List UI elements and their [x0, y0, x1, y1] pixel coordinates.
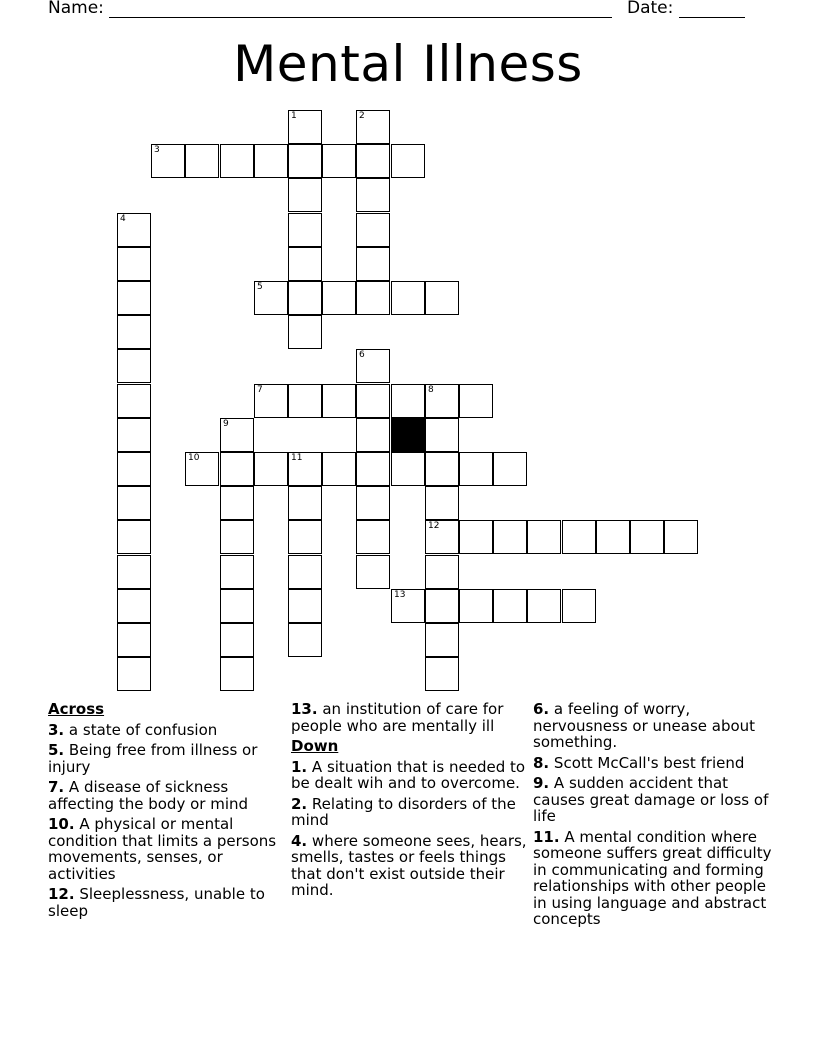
clue-number: 4 [120, 214, 126, 224]
clue [48, 886, 288, 919]
grid-cell[interactable] [117, 384, 151, 418]
grid-cell[interactable] [185, 144, 219, 178]
grid-cell[interactable] [288, 555, 322, 589]
clue-number: 1 [291, 111, 297, 121]
clue-number: 7 [257, 385, 263, 395]
grid-cell[interactable] [391, 281, 425, 315]
clue-column-2 [291, 701, 529, 903]
clue [48, 779, 288, 812]
grid-cell[interactable] [356, 486, 390, 520]
grid-cell[interactable] [356, 384, 390, 418]
clue-text: Being free from illness or injury [48, 741, 258, 776]
grid-cell[interactable] [391, 589, 425, 623]
grid-cell[interactable] [220, 555, 254, 589]
grid-cell[interactable] [425, 623, 459, 657]
grid-cell[interactable] [220, 486, 254, 520]
grid-cell[interactable] [493, 589, 527, 623]
grid-cell[interactable] [322, 452, 356, 486]
grid-cell[interactable] [220, 418, 254, 452]
clue [291, 833, 529, 899]
clue-text: Scott McCall's best friend [553, 753, 745, 772]
clue-number-label: 13. [291, 700, 318, 718]
grid-cell[interactable] [220, 452, 254, 486]
grid-cell[interactable] [254, 384, 288, 418]
grid-cell[interactable] [356, 555, 390, 589]
clue [533, 755, 773, 772]
clue [48, 722, 288, 739]
clue-number-label: 11. [533, 827, 560, 846]
grid-cell[interactable] [562, 589, 596, 623]
grid-cell[interactable] [117, 623, 151, 657]
grid-cell[interactable] [459, 384, 493, 418]
clue [533, 829, 773, 928]
grid-cell[interactable] [288, 281, 322, 315]
grid-cell[interactable] [391, 384, 425, 418]
grid-cell[interactable] [220, 589, 254, 623]
grid-cell[interactable] [425, 589, 459, 623]
clue-number-label: 7. [48, 778, 65, 796]
clue [291, 759, 529, 792]
grid-cell[interactable] [117, 589, 151, 623]
grid-cell[interactable] [220, 657, 254, 691]
clue-number: 12 [428, 521, 440, 531]
clue-text: where someone sees, hears, smells, tastes or feels things that don't exist outside their mind. [291, 831, 527, 899]
grid-cell[interactable] [459, 520, 493, 554]
grid-cell[interactable] [425, 520, 459, 554]
grid-cell[interactable] [356, 418, 390, 452]
grid-cell[interactable] [288, 247, 322, 281]
grid-cell[interactable] [151, 144, 185, 178]
grid-cell[interactable] [356, 110, 390, 144]
grid-cell[interactable] [288, 486, 322, 520]
clue-text: Relating to disorders of the mind [291, 794, 516, 829]
grid-cell[interactable] [117, 315, 151, 349]
section-heading: Across [48, 700, 105, 718]
grid-cell[interactable] [356, 520, 390, 554]
grid-cell[interactable] [288, 623, 322, 657]
grid-cell[interactable] [117, 247, 151, 281]
grid-cell[interactable] [425, 452, 459, 486]
grid-cell[interactable] [117, 657, 151, 691]
clue-number-label: 3. [48, 720, 65, 739]
grid-cell[interactable] [664, 520, 698, 554]
grid-cell[interactable] [322, 144, 356, 178]
grid-cell[interactable] [391, 144, 425, 178]
grid-cell[interactable] [220, 520, 254, 554]
grid-cell[interactable] [425, 555, 459, 589]
grid-cell[interactable] [459, 589, 493, 623]
clue-text: an institution of care for people who are mentally ill [291, 700, 504, 735]
grid-cell[interactable] [288, 213, 322, 247]
clue-number-label: 5. [48, 741, 65, 759]
grid-cell[interactable] [254, 452, 288, 486]
grid-cell[interactable] [356, 213, 390, 247]
grid-cell[interactable] [288, 144, 322, 178]
black-cell [391, 418, 425, 452]
grid-cell[interactable] [220, 623, 254, 657]
grid-cell[interactable] [356, 247, 390, 281]
grid-cell[interactable] [356, 144, 390, 178]
grid-cell[interactable] [356, 349, 390, 383]
clue-text: Sleeplessness, unable to sleep [48, 885, 265, 920]
clue-number-label: 9. [533, 774, 550, 792]
page-title: Mental Illness [233, 35, 583, 93]
clue-number-label: 6. [533, 700, 550, 718]
grid-cell[interactable] [117, 213, 151, 247]
clue [533, 701, 773, 751]
clue-text: A situation that is needed to be dealt wih and to overcome. [291, 757, 526, 792]
clue-number: 9 [223, 419, 229, 429]
clue-column-3 [533, 701, 773, 932]
grid-cell[interactable] [185, 452, 219, 486]
grid-cell[interactable] [117, 281, 151, 315]
clue [291, 796, 529, 829]
name-label: Name: [48, 0, 104, 18]
clue-number: 2 [359, 111, 365, 121]
grid-cell[interactable] [425, 281, 459, 315]
grid-cell[interactable] [596, 520, 630, 554]
grid-cell[interactable] [425, 384, 459, 418]
grid-cell[interactable] [117, 349, 151, 383]
grid-cell[interactable] [288, 315, 322, 349]
grid-cell[interactable] [117, 486, 151, 520]
grid-cell[interactable] [391, 452, 425, 486]
clue-number-label: 8. [533, 753, 550, 772]
grid-cell[interactable] [117, 452, 151, 486]
section-heading: Down [291, 737, 339, 755]
grid-cell[interactable] [425, 418, 459, 452]
grid-cell[interactable] [562, 520, 596, 554]
grid-cell[interactable] [288, 589, 322, 623]
grid-cell[interactable] [322, 384, 356, 418]
clue-number: 5 [257, 282, 263, 292]
grid-cell[interactable] [220, 144, 254, 178]
grid-cell[interactable] [356, 281, 390, 315]
clue-column-1 [48, 701, 288, 923]
clue-text: a state of confusion [68, 720, 218, 739]
grid-cell[interactable] [630, 520, 664, 554]
grid-cell[interactable] [288, 452, 322, 486]
clue-text: A sudden accident that causes great damage or loss of life [533, 774, 769, 825]
clue-number: 3 [154, 145, 160, 155]
clue-number: 11 [291, 453, 303, 463]
clue [291, 701, 529, 734]
clue-number: 10 [188, 453, 200, 463]
grid-cell[interactable] [493, 520, 527, 554]
clue-text: A physical or mental condition that limits a persons movements, senses, or activities [48, 815, 277, 883]
clue-number-label: 2. [291, 794, 308, 813]
date-label: Date: [627, 0, 674, 18]
grid-cell[interactable] [527, 520, 561, 554]
grid-cell[interactable] [254, 144, 288, 178]
grid-cell[interactable] [425, 486, 459, 520]
grid-cell[interactable] [493, 452, 527, 486]
clue-text: A disease of sickness affecting the body or mind [48, 778, 249, 813]
clue-number-label: 10. [48, 815, 75, 833]
clue-number-label: 4. [291, 831, 308, 850]
clue [48, 816, 288, 882]
grid-cell[interactable] [117, 555, 151, 589]
grid-cell[interactable] [425, 657, 459, 691]
clue [533, 775, 773, 825]
grid-cell[interactable] [288, 110, 322, 144]
grid-cell[interactable] [322, 281, 356, 315]
grid-cell[interactable] [527, 589, 561, 623]
clue [48, 742, 288, 775]
clue-text: A mental condition where someone suffers great difficulty in communicating and forming relationships with other people in using language and abstract concepts [533, 827, 772, 928]
grid-cell[interactable] [356, 178, 390, 212]
grid-cell[interactable] [288, 520, 322, 554]
clue-number: 13 [394, 590, 406, 600]
grid-cell[interactable] [254, 281, 288, 315]
grid-cell[interactable] [459, 452, 493, 486]
grid-cell[interactable] [117, 418, 151, 452]
grid-cell[interactable] [117, 520, 151, 554]
grid-cell[interactable] [356, 452, 390, 486]
grid-cell[interactable] [288, 178, 322, 212]
clue-number-label: 12. [48, 885, 75, 903]
clue-number-label: 1. [291, 757, 308, 776]
clue-number: 8 [428, 385, 434, 395]
grid-cell[interactable] [288, 384, 322, 418]
clue-text: a feeling of worry, nervousness or unease about something. [533, 700, 756, 751]
clue-number: 6 [359, 350, 365, 360]
